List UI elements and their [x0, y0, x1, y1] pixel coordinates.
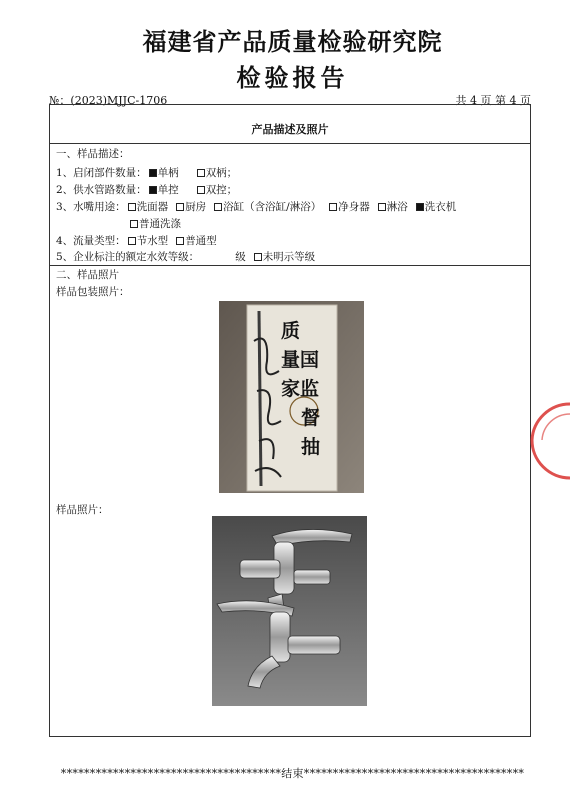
- package-photo: [219, 301, 364, 493]
- checkbox-empty: [197, 186, 205, 194]
- option-label: 双控；: [205, 184, 238, 196]
- checkbox-empty: [214, 203, 222, 211]
- package-text-line: 质: [281, 320, 301, 342]
- option-label: 洗面器: [136, 201, 169, 213]
- row-label: 3、水嘴用途：: [56, 201, 126, 213]
- package-text-line: 抽: [301, 436, 321, 458]
- checkbox-checked: [149, 169, 157, 177]
- checkbox-empty: [329, 203, 337, 211]
- report-title: 检验报告: [236, 63, 349, 92]
- option-label: 双柄；: [205, 167, 238, 179]
- checkbox-empty: [197, 169, 205, 177]
- package-text: [281, 317, 320, 462]
- checkbox-empty: [130, 220, 138, 228]
- package-text-line: 量国: [281, 349, 320, 371]
- checkbox-checked: [416, 203, 424, 211]
- option-label: 浴缸（含浴缸/淋浴）: [223, 201, 322, 213]
- end-marker: **************************************结束**************************************: [60, 767, 525, 780]
- row-label: 1、启闭部件数量：: [56, 167, 147, 179]
- checkbox-empty: [128, 237, 136, 245]
- sample-photo-label: 样品照片：: [56, 504, 109, 516]
- page-info: 共 4 页 第 4 页: [455, 94, 531, 107]
- option-label: 节水型: [136, 235, 169, 247]
- option-label: 普通洗涤: [139, 218, 181, 230]
- row-supply-count: [56, 182, 243, 197]
- option-label: 洗衣机: [424, 201, 457, 213]
- checkbox-empty: [378, 203, 386, 211]
- part2-heading: 二、样品照片: [56, 269, 119, 281]
- official-seal: [512, 398, 572, 482]
- row-usage-cont: [128, 216, 181, 231]
- package-text-line: 家监: [281, 378, 320, 400]
- checkbox-checked: [149, 186, 157, 194]
- row-label: 4、流量类型：: [56, 235, 126, 247]
- divider: [50, 265, 530, 266]
- row-usage: [56, 199, 456, 214]
- sample-photo: [212, 516, 367, 706]
- row-flow-type: [56, 233, 217, 248]
- row-label: 2、供水管路数量：: [56, 184, 147, 196]
- option-label: 单控: [157, 184, 179, 196]
- row-efficiency: [56, 249, 315, 264]
- level-label: 级: [235, 251, 246, 263]
- option-label: 未明示等级: [262, 251, 316, 263]
- option-label: 厨房: [185, 201, 207, 213]
- package-photo-label: 样品包装照片：: [56, 286, 130, 298]
- part1-heading: 一、样品描述：: [56, 148, 130, 160]
- section-title: 产品描述及照片: [251, 123, 329, 136]
- institute-title: 福建省产品质量检验研究院: [142, 27, 443, 56]
- option-label: 净身器: [338, 201, 370, 213]
- divider: [50, 143, 530, 144]
- report-number: №：(2023)MJJC-1706: [49, 94, 168, 107]
- row-handle-count: [56, 165, 243, 180]
- checkbox-empty: [176, 237, 184, 245]
- checkbox-empty: [128, 203, 136, 211]
- checkbox-empty: [254, 253, 262, 261]
- option-label: 淋浴: [386, 201, 408, 213]
- option-label: 单柄: [157, 167, 179, 179]
- checkbox-empty: [176, 203, 184, 211]
- option-label: 普通型: [185, 235, 217, 247]
- package-text-line: 督: [301, 407, 321, 429]
- row-label: 5、企业标注的额定水效等级：: [56, 251, 200, 263]
